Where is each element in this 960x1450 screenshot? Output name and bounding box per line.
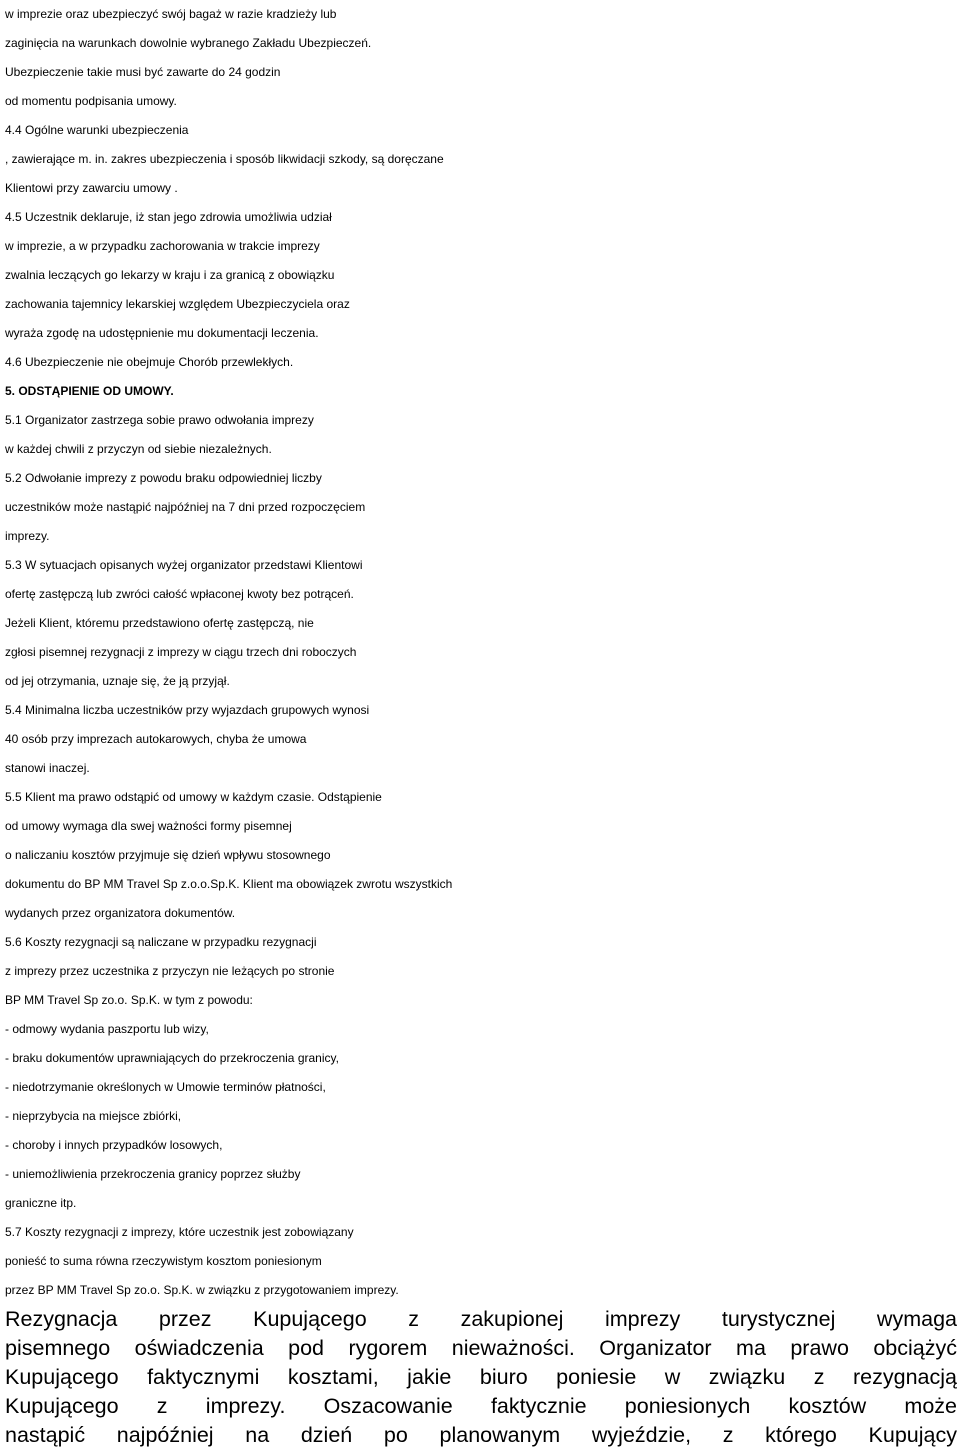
text-line: w imprezie oraz ubezpieczyć swój bagaż w razie kradzieży lub — [5, 7, 337, 21]
list-item: - odmowy wydania paszportu lub wizy, — [5, 1022, 209, 1036]
text-line: 40 osób przy imprezach autokarowych, chyba że umowa — [5, 732, 307, 746]
text-line: zachowania tajemnicy lekarskiej względem Ubezpieczyciela oraz — [5, 297, 350, 311]
justified-line: Rezygnacja przez Kupującego z zakupionej imprezy turystycznej wymaga — [5, 1307, 957, 1331]
list-item: - braku dokumentów uprawniających do przekroczenia granicy, — [5, 1051, 339, 1065]
paragraph-5-6: 5.6 Koszty rezygnacji są naliczane w przypadku rezygnacji — [5, 935, 317, 949]
text-line: imprezy. — [5, 529, 50, 543]
text-line: od momentu podpisania umowy. — [5, 94, 177, 108]
paragraph-5-4: 5.4 Minimalna liczba uczestników przy wyjazdach grupowych wynosi — [5, 703, 370, 717]
section-heading-5: 5. ODSTĄPIENIE OD UMOWY. — [5, 384, 174, 398]
section-heading-4-4: 4.4 Ogólne warunki ubezpieczenia — [5, 123, 189, 137]
paragraph-5-1: 5.1 Organizator zastrzega sobie prawo odwołania imprezy — [5, 413, 314, 427]
paragraph-4-6: 4.6 Ubezpieczenie nie obejmuje Chorób przewlekłych. — [5, 355, 294, 369]
text-line: w imprezie, a w przypadku zachorowania w trakcie imprezy — [5, 239, 320, 253]
text-line: Ubezpieczenie takie musi być zawarte do 24 godzin — [5, 65, 281, 79]
text-line: Klientowi przy zawarciu umowy . — [5, 181, 178, 195]
text-line: od jej otrzymania, uznaje się, że ją przyjął. — [5, 674, 230, 688]
text-line: przez BP MM Travel Sp zo.o. Sp.K. w związku z przygotowaniem imprezy. — [5, 1283, 399, 1297]
text-line: zaginięcia na warunkach dowolnie wybranego Zakładu Ubezpieczeń. — [5, 36, 372, 50]
text-line: od umowy wymaga dla swej ważności formy pisemnej — [5, 819, 292, 833]
text-line: wyraża zgodę na udostępnienie mu dokumentacji leczenia. — [5, 326, 319, 340]
justified-line: pisemnego oświadczenia pod rygorem nieważności. Organizator ma prawo obciążyć — [5, 1336, 957, 1360]
paragraph-5-5: 5.5 Klient ma prawo odstąpić od umowy w każdym czasie. Odstąpienie — [5, 790, 382, 804]
list-item: - uniemożliwienia przekroczenia granicy poprzez służby — [5, 1167, 301, 1181]
text-line: uczestników może nastąpić najpóźniej na 7 dni przed rozpoczęciem — [5, 500, 366, 514]
justified-line: Kupującego faktycznymi kosztami, jakie biuro poniesie w związku z rezygnacją — [5, 1365, 957, 1389]
list-item: - nieprzybycia na miejsce zbiórki, — [5, 1109, 182, 1123]
text-line: zgłosi pisemnej rezygnacji z imprezy w ciągu trzech dni roboczych — [5, 645, 357, 659]
list-item: - niedotrzymanie określonych w Umowie terminów płatności, — [5, 1080, 326, 1094]
text-line: ponieść to suma równa rzeczywistym kosztom poniesionym — [5, 1254, 322, 1268]
text-line: stanowi inaczej. — [5, 761, 90, 775]
text-line: dokumentu do BP MM Travel Sp z.o.o.Sp.K. Klient ma obowiązek zwrotu wszystkich — [5, 877, 453, 891]
text-line: BP MM Travel Sp zo.o. Sp.K. w tym z powodu: — [5, 993, 253, 1007]
text-line: Jeżeli Klient, któremu przedstawiono ofertę zastępczą, nie — [5, 616, 314, 630]
justified-line: nastąpić najpóźniej na dzień po planowanym wyjeździe, z którego Kupujący — [5, 1423, 957, 1447]
paragraph-4-5: 4.5 Uczestnik deklaruje, iż stan jego zdrowia umożliwia udział — [5, 210, 332, 224]
text-line: z imprezy przez uczestnika z przyczyn nie leżących po stronie — [5, 964, 335, 978]
text-line: , zawierające m. in. zakres ubezpieczenia i sposób likwidacji szkody, są doręczane — [5, 152, 444, 166]
text-line: graniczne itp. — [5, 1196, 77, 1210]
paragraph-5-2: 5.2 Odwołanie imprezy z powodu braku odpowiedniej liczby — [5, 471, 322, 485]
paragraph-5-7: 5.7 Koszty rezygnacji z imprezy, które uczestnik jest zobowiązany — [5, 1225, 354, 1239]
text-line: o naliczaniu kosztów przyjmuje się dzień wpływu stosownego — [5, 848, 331, 862]
list-item: - choroby i innych przypadków losowych, — [5, 1138, 223, 1152]
paragraph-5-3: 5.3 W sytuacjach opisanych wyżej organizator przedstawi Klientowi — [5, 558, 363, 572]
text-line: ofertę zastępczą lub zwróci całość wpłaconej kwoty bez potrąceń. — [5, 587, 354, 601]
justified-line: Kupującego z imprezy. Oszacowanie faktycznie poniesionych kosztów może — [5, 1394, 957, 1418]
text-line: zwalnia leczących go lekarzy w kraju i za granicą z obowiązku — [5, 268, 335, 282]
text-line: w każdej chwili z przyczyn od siebie niezależnych. — [5, 442, 272, 456]
text-line: wydanych przez organizatora dokumentów. — [5, 906, 236, 920]
